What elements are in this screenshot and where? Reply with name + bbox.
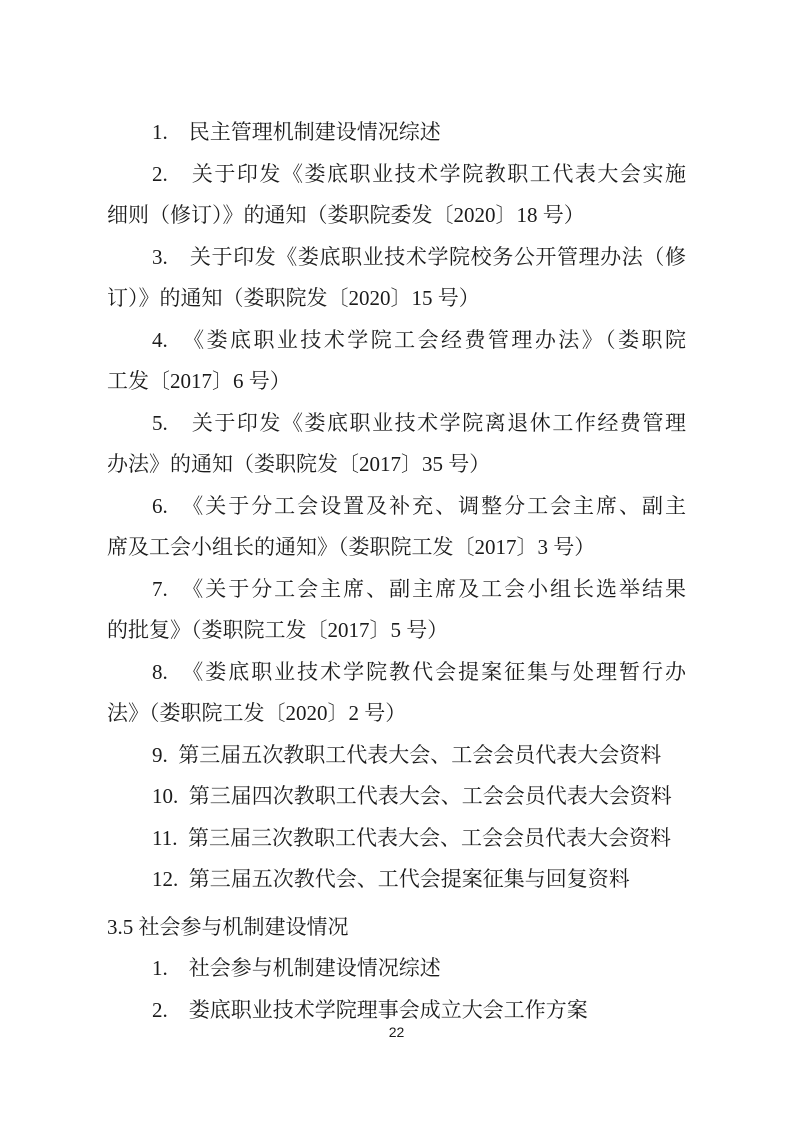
text-line: 7. 《关于分工会主席、副主席及工会小组长选举结果 [152, 576, 686, 601]
text-line: 1. 社会参与机制建设情况综述 [152, 956, 441, 980]
text-line: 席及工会小组长的通知》（娄职院工发〔2017〕3 号） [107, 535, 596, 559]
text-line: 法》（娄职院工发〔2020〕2 号） [107, 701, 407, 725]
text-line: 订）》的通知（娄职院发〔2020〕15 号） [107, 286, 480, 310]
text-line: 10. 第三届四次教职工代表大会、工会会员代表大会资料 [152, 784, 672, 808]
text-line: 3. 关于印发《娄底职业技术学院校务公开管理办法（修 [152, 244, 686, 269]
text-line: 6. 《关于分工会设置及补充、调整分工会主席、副主 [152, 493, 686, 518]
text-line: 4. 《娄底职业技术学院工会经费管理办法》（娄职院 [152, 327, 686, 352]
text-line: 工发〔2017〕6 号） [107, 369, 291, 393]
page-number: 22 [388, 1024, 405, 1040]
text-line: 9. 第三届五次教职工代表大会、工会会员代表大会资料 [152, 742, 662, 767]
text-line: 细则（修订）》的通知（娄职院委发〔2020〕18 号） [107, 203, 585, 227]
section-heading: 3.5 社会参与机制建设情况 [107, 914, 349, 939]
text-line: 5. 关于印发《娄底职业技术学院离退休工作经费管理 [152, 410, 686, 435]
text-line: 办法》的通知（娄职院发〔2017〕35 号） [107, 452, 491, 476]
text-line: 12. 第三届五次教代会、工代会提案征集与回复资料 [152, 867, 630, 891]
text-line: 的批复》（娄职院工发〔2017〕5 号） [107, 618, 449, 642]
document-body [107, 112, 686, 1031]
text-line: 1. 民主管理机制建设情况综述 [152, 120, 441, 144]
text-line: 2. 关于印发《娄底职业技术学院教职工代表大会实施 [152, 161, 686, 186]
text-line: 11. 第三届三次教职工代表大会、工会会员代表大会资料 [152, 825, 671, 850]
text-line: 2. 娄底职业技术学院理事会成立大会工作方案 [152, 997, 588, 1022]
text-line: 8. 《娄底职业技术学院教代会提案征集与处理暂行办 [152, 659, 686, 684]
